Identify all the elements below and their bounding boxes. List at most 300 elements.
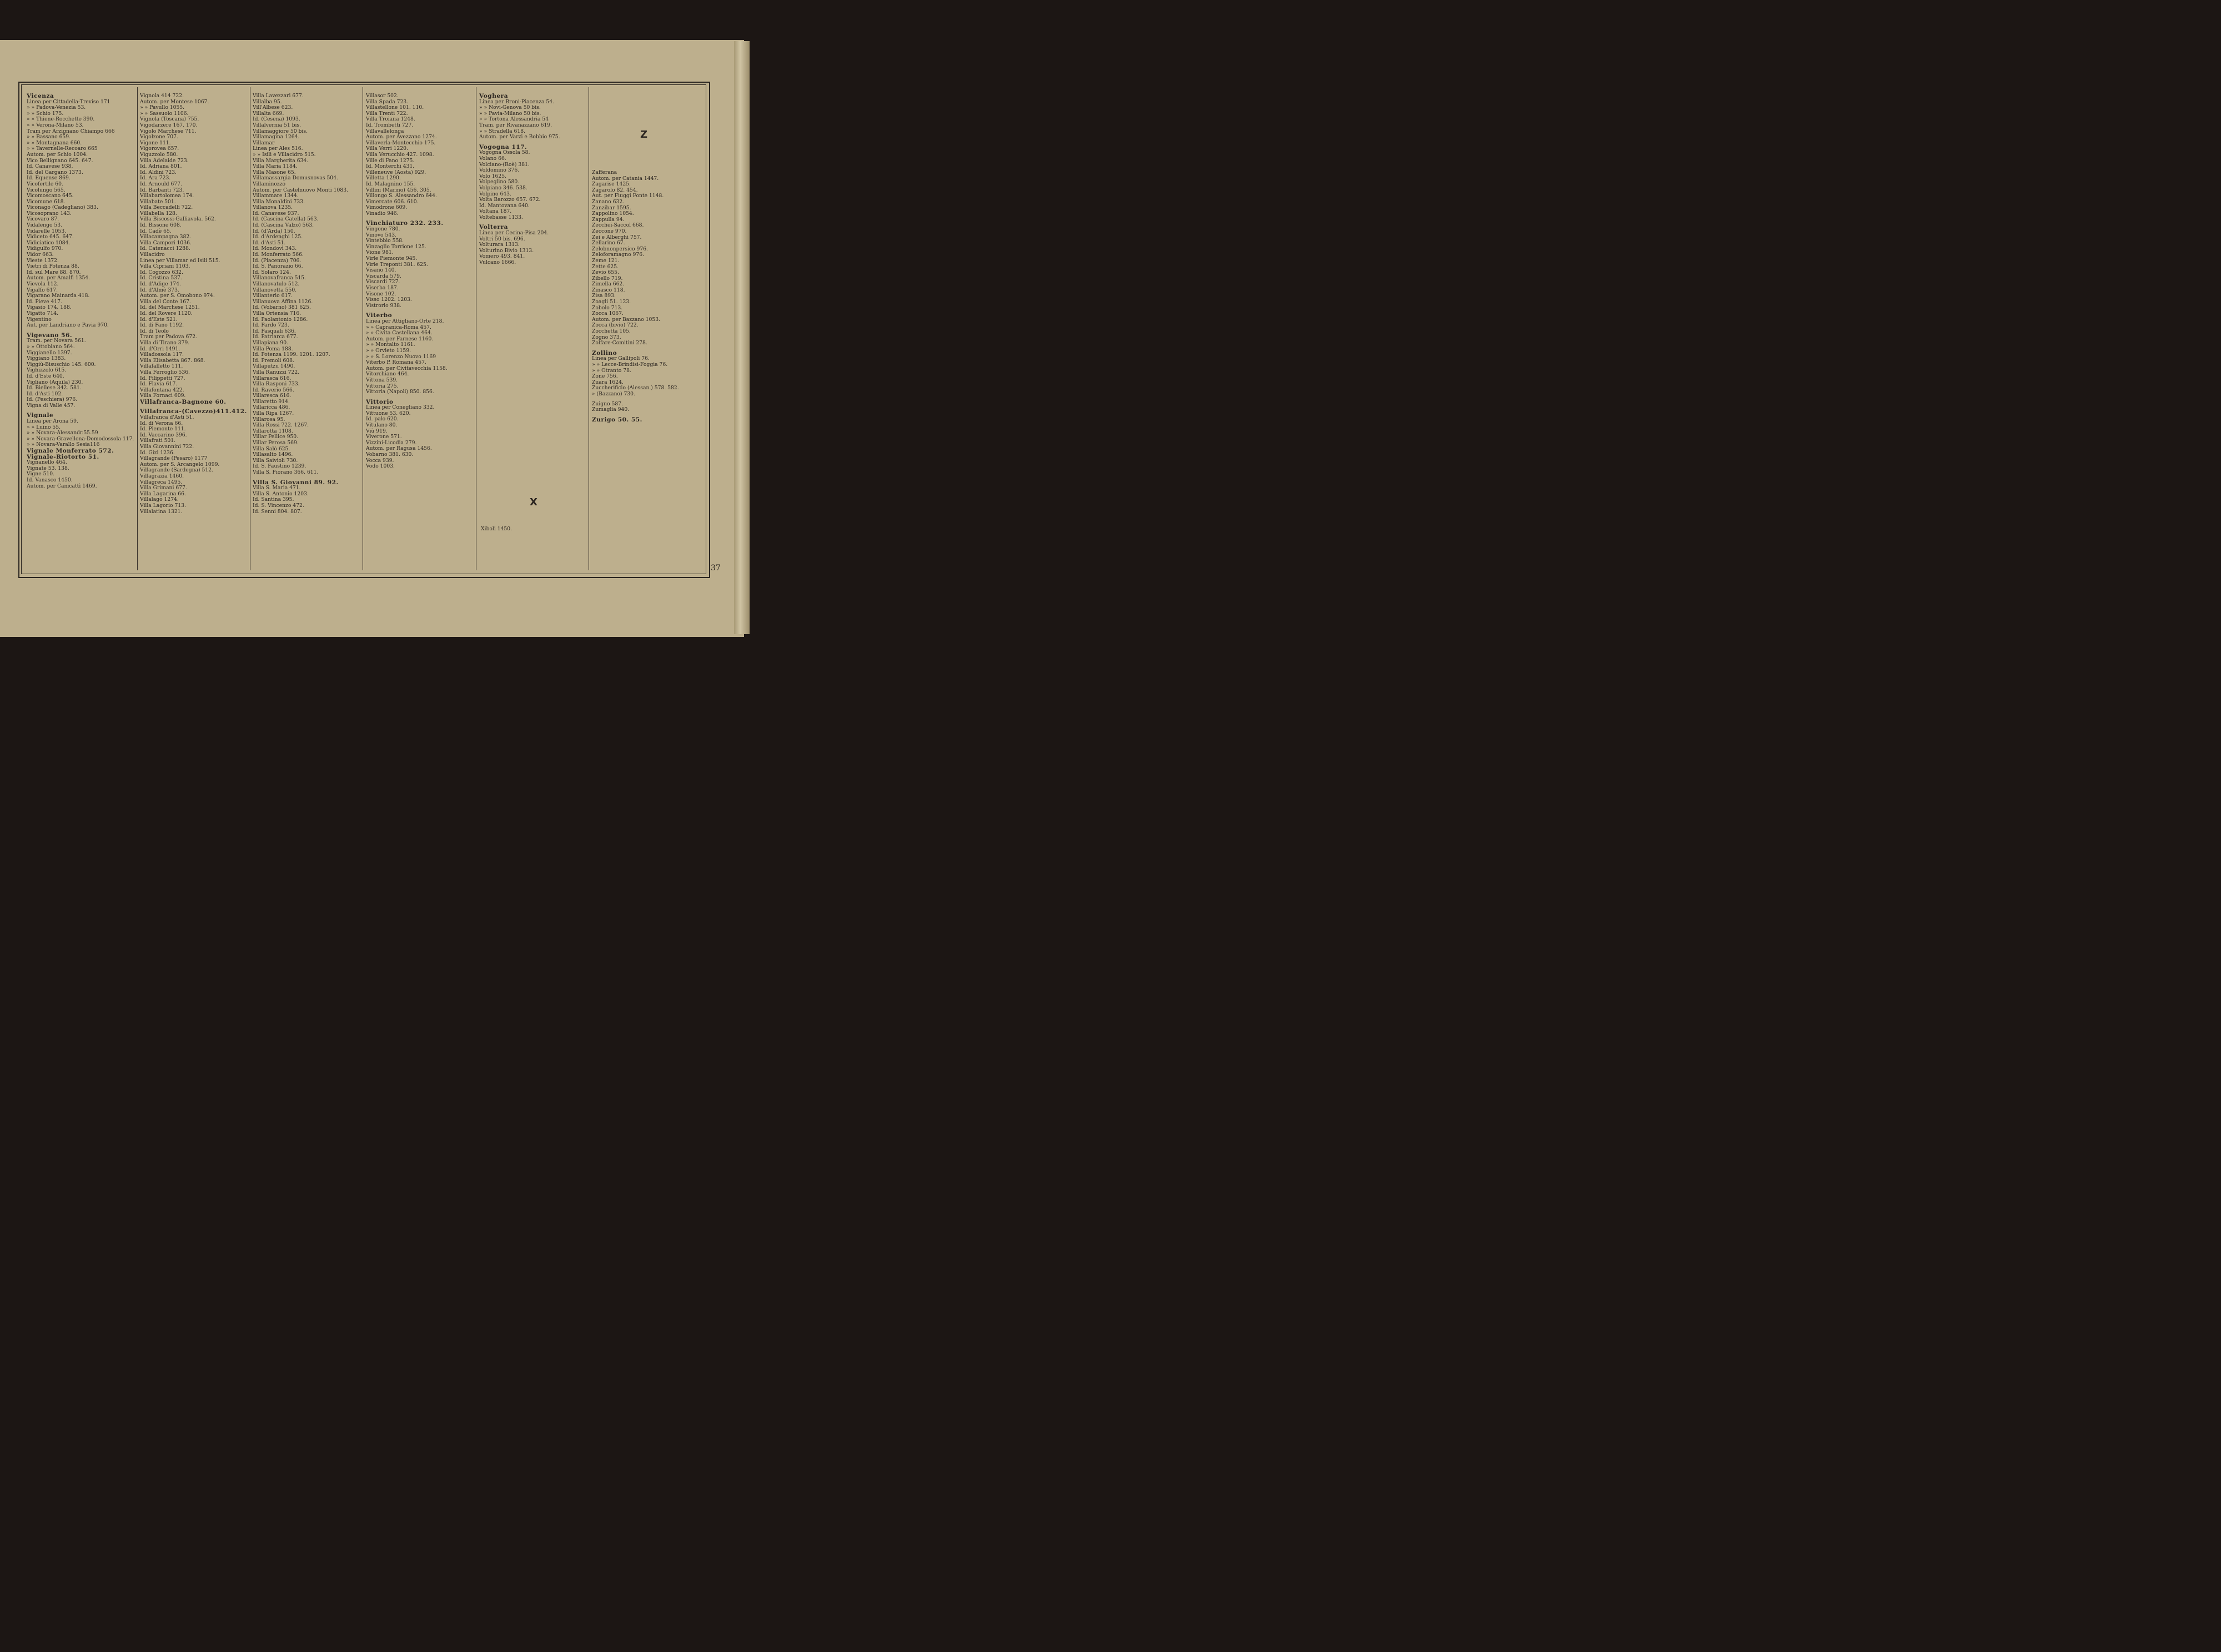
index-entry: Id. Cristina 537. xyxy=(140,275,182,282)
index-entry: Id. Vaccarino 396. xyxy=(140,431,187,438)
index-entry: Zanano 632. xyxy=(592,198,625,205)
index-entry: Zuccherificio (Alessan.) 578. 582. xyxy=(592,385,679,391)
index-entry: Tram per Arzignano Chiampo 666 xyxy=(27,128,115,134)
index-entry: Villaputzu 1490. xyxy=(253,363,295,370)
index-entry: Voghera xyxy=(479,93,509,99)
index-entry: » » Ottobiano 564. xyxy=(27,343,75,350)
index-entry: Zanzibar 1595. xyxy=(592,204,631,211)
index-column-6 xyxy=(592,170,703,503)
index-entry: Vigliano (Aquila) 230. xyxy=(27,379,83,385)
index-entry: » » Novara-Gravellona-Domodossola 117. xyxy=(27,435,134,442)
index-entry: Autom. per Schio 1004. xyxy=(27,151,88,158)
index-entry: Visano 140. xyxy=(366,267,396,274)
index-entry: Zuigno 587. xyxy=(592,400,623,407)
index-entry: Id. Patriarca 677. xyxy=(253,334,298,340)
index-entry: Villa di Tirano 379. xyxy=(140,339,190,346)
index-entry: Vicofertile 60. xyxy=(27,180,63,187)
index-entry: Vimodrone 609. xyxy=(366,204,408,211)
index-entry: Villaresca 616. xyxy=(253,393,292,399)
index-entry: Vighizzolo 615. xyxy=(27,367,67,374)
index-entry: Id. Cogozzo 632. xyxy=(140,269,183,275)
index-entry: Id. Adriana 801. xyxy=(140,163,182,170)
index-entry: Volturara 1313. xyxy=(479,242,520,248)
index-entry: Vogogna Ossola 58. xyxy=(479,149,530,156)
index-entry: Villacampagna 382. xyxy=(140,234,192,240)
index-entry: » » Novara-Varallo Sesia116 xyxy=(27,441,100,448)
index-entry: Zeme 121. xyxy=(592,257,620,264)
index-entry: Villafranca d'Asti 51. xyxy=(140,414,194,421)
index-entry: Aut. per Fiuggi Fonte 1148. xyxy=(592,193,664,199)
index-entry: » » Lecce-Brindisi-Foggia 76. xyxy=(592,361,668,368)
index-entry: Volterra xyxy=(479,224,508,231)
index-entry: Villalba 95. xyxy=(253,98,282,105)
index-entry: Zimella 662. xyxy=(592,281,625,288)
index-entry: Vingone 780. xyxy=(366,226,400,233)
index-entry: Id. di Teolo xyxy=(140,328,169,334)
index-entry: » » Pavullo 1055. xyxy=(140,104,185,111)
index-entry: Vicovaro 87. xyxy=(27,216,59,223)
index-entry: Autom. per Castelnuovo Monti 1083. xyxy=(253,187,348,193)
index-entry: Id. (Cascina Catella) 563. xyxy=(253,216,319,223)
index-entry: Visone 102. xyxy=(366,290,396,297)
index-entry: Id. del Marchese 1251. xyxy=(140,304,200,311)
index-entry: Vidigulfo 970. xyxy=(27,245,63,252)
index-entry: Vigalfo 617. xyxy=(27,287,58,293)
index-entry: Linea per Gallipoli 76. xyxy=(592,355,650,362)
index-entry: Villa Salò 625. xyxy=(253,445,290,452)
index-entry: Villagrazia 1460. xyxy=(140,473,184,479)
index-entry: Villa Rossi 722. 1267. xyxy=(253,422,309,429)
index-entry: Villabartolomea 174. xyxy=(140,193,194,199)
index-entry: » » Montagnana 660. xyxy=(27,139,82,146)
index-entry: Id. (Vobarno) 381 625. xyxy=(253,304,311,311)
index-entry: Zette 625. xyxy=(592,263,619,270)
index-entry: Id. Cadè 65. xyxy=(140,228,172,234)
index-entry: Villamaggiore 50 bis. xyxy=(253,128,308,134)
index-entry: Id. d'Ardenghi 125. xyxy=(253,234,303,240)
index-entry: » » Bassano 659. xyxy=(27,134,71,140)
index-entry: Villaricca 486. xyxy=(253,404,290,411)
index-entry: Vigatto 714. xyxy=(27,310,59,317)
index-entry: Zappulla 94. xyxy=(592,216,625,223)
index-entry: Viverone 571. xyxy=(366,434,402,440)
index-entry: Volta Barozzo 657. 672. xyxy=(479,197,541,203)
index-entry: » » Capranica-Roma 457. xyxy=(366,324,431,330)
index-entry: Id. Barbanti 723. xyxy=(140,187,184,193)
index-entry: Id. Santina 395. xyxy=(253,496,294,503)
index-entry: Zone 756. xyxy=(592,373,618,380)
index-entry: Vittoria 275. xyxy=(366,383,399,389)
index-entry: Id. Pardo 723. xyxy=(253,322,289,329)
index-entry: Vigorovea 657. xyxy=(140,145,179,152)
section-letter-x: X xyxy=(530,496,537,508)
index-entry: Id. Malagnino 155. xyxy=(366,180,415,187)
index-entry: Id. Bissone 608. xyxy=(140,222,182,229)
index-entry: Villa Campori 1036. xyxy=(140,239,192,246)
index-entry: Vitulano 80. xyxy=(366,422,398,429)
index-entry: Id. S. Panorazio 66. xyxy=(253,263,303,270)
index-entry: Villammare 1344. xyxy=(253,193,299,199)
index-entry: Id. Filippetti 727. xyxy=(140,375,185,381)
index-entry: Villa Monaldini 733. xyxy=(253,198,305,205)
index-entry: Zappolino 1054. xyxy=(592,210,634,217)
index-entry: Zumaglia 940. xyxy=(592,406,630,413)
index-entry: Villanuova Affina 1126. xyxy=(253,298,313,305)
index-entry: Vomero 493. 841. xyxy=(479,253,525,260)
index-entry: Villalta 669. xyxy=(253,110,284,117)
index-entry: Villa Masone 65. xyxy=(253,169,296,175)
index-entry: Villamassargia Domusnovas 504. xyxy=(253,175,338,182)
index-entry: Linea per Cittadella-Treviso 171 xyxy=(27,98,110,105)
index-entry: Linea per Cecina-Pisa 204. xyxy=(479,230,549,237)
index-entry: Id. Catenacci 1288. xyxy=(140,245,190,252)
index-entry: » » S. Lorenzo Nuovo 1169 xyxy=(366,353,436,360)
index-entry: » » Novi-Genova 50 bis. xyxy=(479,104,541,111)
index-entry: Villasor 502. xyxy=(366,93,399,99)
index-entry: Vignanello 464. xyxy=(27,459,67,466)
index-entry: Zagarolo 82. 454. xyxy=(592,187,638,193)
index-entry: Vulcano 1666. xyxy=(479,259,516,266)
index-entry: Villacidro xyxy=(140,252,165,258)
index-entry: Vigne 510. xyxy=(27,471,55,478)
index-entry: Villamagina 1264. xyxy=(253,134,300,140)
index-entry: Vietri di Potenza 88. xyxy=(27,263,79,270)
index-entry: Vigna di Valle 457. xyxy=(27,402,76,409)
xiboli-entry: Xiboli 1450. xyxy=(481,526,512,532)
index-entry: Vitorchiano 464. xyxy=(366,371,409,378)
index-entry: » » Padova-Venezia 53. xyxy=(27,104,86,111)
index-entry: Zei e Alberghi 757. xyxy=(592,234,642,240)
index-entry: Vignate 53. 138. xyxy=(27,465,69,471)
index-entry: Zocca 1067. xyxy=(592,310,624,317)
index-entry: Villafontana 422. xyxy=(140,386,184,393)
index-entry: Zibello 719. xyxy=(592,275,623,282)
index-entry: Voltri 50 bis. 696. xyxy=(479,235,525,242)
index-entry: Villamar xyxy=(253,139,275,146)
index-entry: Villalago 1274. xyxy=(140,496,179,503)
index-entry: Villagrande (Pesaro) 1177 xyxy=(140,455,208,462)
index-entry: » » Otranto 78. xyxy=(592,367,631,374)
index-entry: Id. d'Asti 51. xyxy=(253,239,286,246)
index-entry: Volano 66. xyxy=(479,155,506,162)
index-entry: Villabate 501. xyxy=(140,198,176,205)
index-entry: Villanovetta 550. xyxy=(253,287,297,293)
index-entry: Id. d'Asti 102. xyxy=(27,390,63,397)
index-entry: Autom. per Ragusa 1456. xyxy=(366,445,432,452)
index-entry: Villanovatulo 512. xyxy=(253,281,300,287)
index-entry: Vicolungo 565. xyxy=(27,187,66,193)
index-entry: Zollino xyxy=(592,349,617,356)
index-entry: Vidiceto 645. 647. xyxy=(27,234,74,240)
index-entry: Id. Canavese 938. xyxy=(27,163,73,170)
index-entry: Volpeglino 580. xyxy=(479,179,520,185)
index-entry: Vigevano 56. xyxy=(27,332,73,339)
index-entry: Villa Adelaide 723. xyxy=(140,157,189,164)
index-entry: Villa Cipriani 1103. xyxy=(140,263,190,270)
index-entry: Zagarise 1425. xyxy=(592,181,631,188)
index-entry: Vittona 539. xyxy=(366,376,398,383)
index-entry: Volpino 643. xyxy=(479,190,511,197)
index-entry: Vione 981. xyxy=(366,249,394,256)
index-entry: Zogno 373. xyxy=(592,334,621,340)
index-entry: Villa Giovannini 722. xyxy=(140,444,194,450)
index-entry: Id. S. Faustino 1239. xyxy=(253,463,306,470)
index-entry: Vill'Albese 623. xyxy=(253,104,293,111)
index-entry: Villafranca-Bagnone 60. xyxy=(140,398,227,405)
index-entry: Villa Poma 188. xyxy=(253,345,293,352)
index-entry: Voldomino 376. xyxy=(479,167,520,174)
index-entry: Autom. per Avezzano 1274. xyxy=(366,134,437,140)
index-entry: Vittorio xyxy=(366,398,394,405)
index-entry: Voltebasse 1133. xyxy=(479,214,523,220)
section-letter-z: Z xyxy=(640,129,648,140)
index-entry: Id. Equense 869. xyxy=(27,175,71,182)
index-entry: Aut. per Landriano e Pavia 970. xyxy=(27,322,109,329)
index-entry: Id. Aldini 723. xyxy=(140,169,177,175)
index-entry: Viù 919. xyxy=(366,428,388,434)
index-entry: Vidarelle 1053. xyxy=(27,228,67,234)
index-entry: Villa Spada 723. xyxy=(366,98,409,105)
index-entry: Vigasio 174. 188. xyxy=(27,304,72,311)
index-entry: Tram. per Novara 561. xyxy=(27,338,86,344)
index-entry: Villa Beccadelli 722. xyxy=(140,204,193,211)
index-entry: Id. del Gargano 1373. xyxy=(27,169,83,175)
index-entry: Id. Trombetti 727. xyxy=(366,122,414,128)
index-entry: Vievola 112. xyxy=(27,281,59,287)
index-entry: Vobarno 381. 630. xyxy=(366,451,414,458)
index-entry: Tram per Padova 672. xyxy=(140,334,197,340)
index-entry: Id. Potenza 1199. 1201. 1207. xyxy=(253,352,330,358)
index-entry: Id. di Verona 66. xyxy=(140,420,183,426)
index-entry: Villa Maria 1184. xyxy=(253,163,298,170)
index-entry: Villavallelonga xyxy=(366,128,404,134)
index-entry: Vistrorio 938. xyxy=(366,302,401,309)
index-entry: Id. d'Almè 373. xyxy=(140,287,179,293)
index-entry: Villagrande (Sardegna) 512. xyxy=(140,467,213,474)
index-entry: Villaretto 914. xyxy=(253,398,290,405)
index-entry: Villarotta 1108. xyxy=(253,428,293,434)
index-entry: Zecchei-Saccol 668. xyxy=(592,222,644,229)
index-entry: Id. Piemonte 111. xyxy=(140,426,186,433)
index-entry: Villa Elisabetta 867. 868. xyxy=(140,357,205,364)
index-entry: Zobolo 713. xyxy=(592,304,623,311)
index-entry: Id. Paolantonio 1286. xyxy=(253,316,308,323)
page-number: 37 xyxy=(711,564,721,573)
index-entry: Zurigo 50. 55. xyxy=(592,416,642,423)
index-entry: Villanova 1235. xyxy=(253,204,293,211)
index-entry: Zinasco 118. xyxy=(592,287,625,293)
index-entry: Villa Grimani 677. xyxy=(140,485,187,491)
index-entry: Vico Bellignano 645. 647. xyxy=(27,157,93,164)
index-entry: Id. di Fano 1192. xyxy=(140,322,184,329)
index-column-3 xyxy=(253,93,361,568)
index-entry: Villeneuve (Aosta) 929. xyxy=(366,169,426,175)
index-entry: Viguzzolo 580. xyxy=(140,151,178,158)
index-column-2 xyxy=(140,93,248,568)
index-entry: Tram. per Rivanazzano 619. xyxy=(479,122,552,128)
index-entry: Viserba 187. xyxy=(366,285,399,291)
index-entry: Viconago (Cadegliano) 383. xyxy=(27,204,98,211)
index-entry: Autom. per S. Arcangelo 1099. xyxy=(140,461,220,468)
index-entry: Id. Premoli 608. xyxy=(253,357,294,364)
index-entry: Villafranca-(Cavezzo)411.412. xyxy=(140,408,247,415)
index-entry: Villa Saivioli 730. xyxy=(253,457,298,464)
index-entry: Zeloforamagno 976. xyxy=(592,252,644,258)
index-entry: Vintebbio 558. xyxy=(366,238,404,244)
index-entry: Vicomoscano 645. xyxy=(27,193,74,199)
index-entry: » » Isili e Villacidro 515. xyxy=(253,151,316,158)
index-entry: Villanovafranca 515. xyxy=(253,275,306,282)
index-entry: Vizzini-Licodia 279. xyxy=(366,439,417,446)
index-entry: Vinovo 543. xyxy=(366,232,396,238)
index-entry: Villagreca 1495. xyxy=(140,479,183,485)
index-entry: Voltana 187. xyxy=(479,208,512,215)
index-entry: Id. d'Este 640. xyxy=(27,373,64,379)
index-entry: » » Thiene-Rocchette 390. xyxy=(27,116,95,123)
index-entry: » » Montalto 1161. xyxy=(366,342,415,348)
index-entry: Villalvernia 51 bis. xyxy=(253,122,302,128)
index-entry: Viterbo xyxy=(366,312,393,319)
index-entry: Vigolo Marchese 711. xyxy=(140,128,197,134)
index-entry: Vignola 414 722. xyxy=(140,93,184,99)
index-entry: » » Tavernelle-Recoaro 665 xyxy=(27,145,98,152)
index-entry: Id. Senni 804. 807. xyxy=(253,508,302,515)
index-entry: Id. del Rovere 1120. xyxy=(140,310,193,317)
index-entry: Vigolzone 707. xyxy=(140,134,178,140)
index-entry: Vinchiaturo 232. 233. xyxy=(366,220,444,227)
index-entry: Zolfare-Comitini 278. xyxy=(592,340,647,347)
index-entry: Visso 1202. 1203. xyxy=(366,297,412,303)
index-entry: Linea per Ales 516. xyxy=(253,145,303,152)
index-entry: Villa Lavezzari 677. xyxy=(253,93,304,99)
index-entry: Villanterio 617. xyxy=(253,293,293,299)
index-entry: Linea per Attigliano-Orte 218. xyxy=(366,318,444,324)
index-entry: Villa Trenti 722. xyxy=(366,110,408,117)
index-entry: Id. Flavia 617. xyxy=(140,381,178,388)
index-entry: Vinadio 946. xyxy=(366,210,399,217)
index-entry: Villongo S. Alessandro 644. xyxy=(366,193,437,199)
index-entry: Id. Monterchi 431. xyxy=(366,163,415,170)
index-entry: Autom. per Amalfi 1354. xyxy=(27,275,91,282)
index-entry: Vicomune 618. xyxy=(27,198,66,205)
index-entry: Linea per Broni-Piacenza 54. xyxy=(479,98,555,105)
index-entry: Linea per Conegliano 332. xyxy=(366,404,435,411)
index-entry: Zevio 655. xyxy=(592,269,619,276)
index-entry: Vignale Monferrato 572. xyxy=(27,448,114,455)
index-entry: Villa Ortensia 716. xyxy=(253,310,302,317)
index-column-4 xyxy=(366,93,474,568)
index-entry: Id. Raverio 566. xyxy=(253,386,294,393)
index-entry: Villalatina 1321. xyxy=(140,508,183,515)
index-entry: Autom. per Varzi e Bobbio 975. xyxy=(479,134,560,140)
index-entry: Linea per Arona 59. xyxy=(27,418,78,425)
index-entry: Zellarino 67. xyxy=(592,240,625,247)
index-entry: Vignola (Toscana) 755. xyxy=(140,116,199,123)
index-entry: Vicenza xyxy=(27,93,54,99)
index-entry: Volturino Bivio 1313. xyxy=(479,247,534,254)
index-entry: Vigodarzere 167. 170. xyxy=(140,122,198,128)
index-entry: Villarasca 616. xyxy=(253,375,292,381)
index-entry: Id. Canavese 937. xyxy=(253,210,299,217)
index-entry: Linea per Villamar ed Isili 515. xyxy=(140,257,220,264)
index-entry: Zelobnonpersico 976. xyxy=(592,245,648,252)
index-entry: Villaminozzo xyxy=(253,180,286,187)
index-entry: Vinzaglio Torrione 125. xyxy=(366,243,426,250)
index-entry: Id. d'Orri 1491. xyxy=(140,345,180,352)
index-entry: Vittuone 53. 620. xyxy=(366,410,411,416)
index-entry: Volo 1625. xyxy=(479,173,507,179)
index-entry: Id. palo 620. xyxy=(366,416,399,423)
index-entry: Virle Treponti 381. 625. xyxy=(366,261,428,268)
index-entry: Villa Biscossi-Galliavola. 562. xyxy=(140,216,216,223)
index-entry: Villa Ripa 1267. xyxy=(253,410,294,417)
index-entry: » » Sassuolo 1106. xyxy=(140,110,189,117)
index-entry: Id. (Peschiera) 976. xyxy=(27,396,78,403)
index-entry: » » Pavia-Milano 50 bis. xyxy=(479,110,541,117)
index-entry: Zocchetta 105. xyxy=(592,328,631,335)
index-entry: Villa S. Maria 471. xyxy=(253,485,301,491)
index-entry: Villa Fornaci 609. xyxy=(140,393,186,399)
index-entry: » » Luino 55. xyxy=(27,424,61,430)
index-entry: Viterbo P. Romana 457. xyxy=(366,359,426,366)
index-entry: Villastellone 101. 110. xyxy=(366,104,424,111)
index-entry: Viscarda 579. xyxy=(366,273,401,279)
index-entry: Vigentino xyxy=(27,316,52,323)
page-edge xyxy=(734,41,750,634)
index-entry: Id. Biellese 342. 581. xyxy=(27,385,82,391)
index-entry: Zocca (bivio) 722. xyxy=(592,322,639,329)
index-entry: Zisa 893. xyxy=(592,293,616,299)
index-entry: Id. Mantovana 640. xyxy=(479,202,530,209)
index-entry: Villa S. Antonio 1203. xyxy=(253,490,309,497)
index-entry: » » Civita Castellana 464. xyxy=(366,330,433,337)
index-entry: » » Tortona Alessandria 54 xyxy=(479,116,549,123)
index-entry: Villa Rasponi 733. xyxy=(253,381,300,388)
index-entry: Id. Solaro 124. xyxy=(253,269,291,275)
index-entry: Id. (Cesena) 1093. xyxy=(253,116,300,123)
index-entry: Villini (Marino) 456. 305. xyxy=(366,187,431,193)
index-entry: Autom. per Civitavecchia 1158. xyxy=(366,365,448,371)
index-entry: » » Schio 175. xyxy=(27,110,64,117)
index-column-1 xyxy=(27,93,135,568)
index-entry: Viscardi 727. xyxy=(366,279,400,285)
index-entry: Volciano-(Roè) 381. xyxy=(479,161,530,168)
index-entry: Vocca 939. xyxy=(366,457,394,464)
index-entry: Vigone 111. xyxy=(140,139,171,146)
index-entry: Villarosa 95. xyxy=(253,416,285,423)
index-entry: Autom. per Bazzano 1053. xyxy=(592,316,661,323)
index-entry: Villapiana 90. xyxy=(253,339,288,346)
index-entry: Villadossola 117. xyxy=(140,352,184,358)
index-entry: Id. d'Este 521. xyxy=(140,316,178,323)
index-entry: Vidiciatico 1084. xyxy=(27,239,71,246)
index-entry: Villa Lagorio 713. xyxy=(140,502,186,509)
index-entry: Id. (Piacenza) 706. xyxy=(253,257,302,264)
index-entry: Virle Piemonte 945. xyxy=(366,255,418,262)
index-entry: Vogogna 117. xyxy=(479,143,527,150)
index-entry: Id. Arnould 677. xyxy=(140,180,182,187)
index-entry: Zuara 1624. xyxy=(592,379,624,385)
column-separator xyxy=(137,87,138,570)
index-entry: Vigarano Mainarda 418. xyxy=(27,293,90,299)
index-entry: Autom. per Canicattì 1469. xyxy=(27,483,97,489)
index-entry: Villa Ranuzzi 722. xyxy=(253,369,300,375)
index-entry: Vidor 663. xyxy=(27,252,54,258)
index-entry: Zeccone 970. xyxy=(592,228,627,234)
index-entry: Volpiano 346. 538. xyxy=(479,184,527,191)
index-entry: Villa Lagarina 66. xyxy=(140,490,186,497)
index-entry: Id. Vanasco 1450. xyxy=(27,477,73,483)
